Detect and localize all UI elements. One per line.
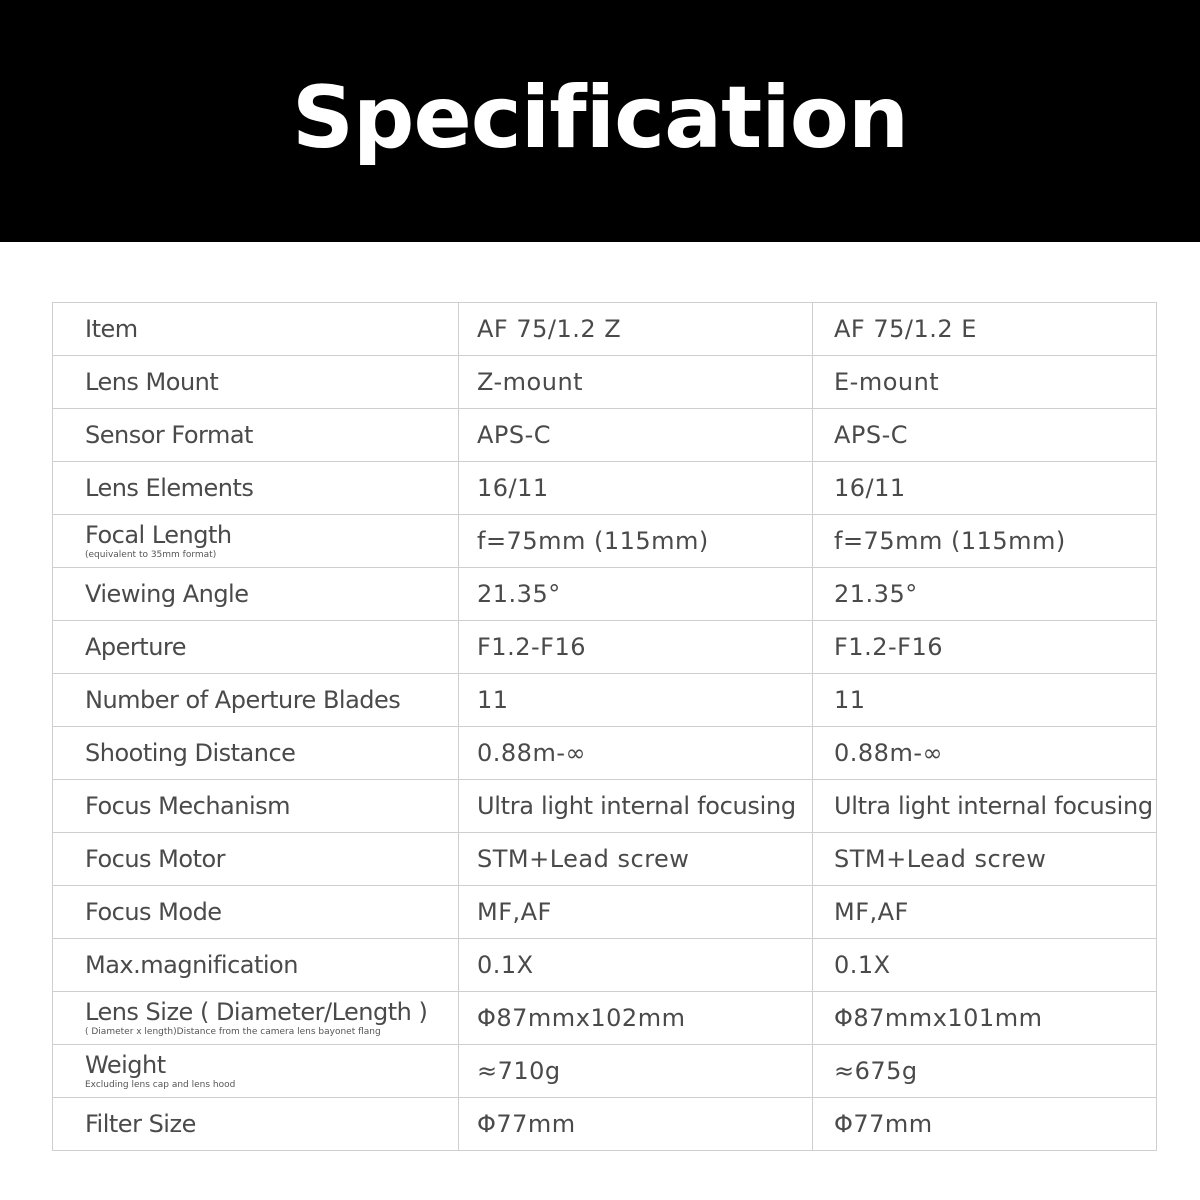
- z-model-value: MF,AF: [459, 886, 813, 939]
- spec-table: [52, 302, 1157, 1151]
- row-label-cell: [53, 462, 459, 515]
- row-label-cell: [53, 356, 459, 409]
- row-label: Focus Mechanism: [85, 792, 291, 820]
- z-model-value: 0.88m-∞: [459, 727, 813, 780]
- z-model-value: APS-C: [459, 409, 813, 462]
- table-row: [53, 515, 1157, 568]
- z-model-value: F1.2-F16: [459, 621, 813, 674]
- table-row: [53, 568, 1157, 621]
- e-model-value: AF 75/1.2 E: [813, 303, 1157, 356]
- e-model-value: Φ87mmx101mm: [813, 992, 1157, 1045]
- z-model-value: ≈710g: [459, 1045, 813, 1098]
- row-label: Lens Mount: [85, 368, 219, 396]
- table-row: [53, 462, 1157, 515]
- row-label-cell: [53, 939, 459, 992]
- row-label: Focus Mode: [85, 898, 222, 926]
- row-label-cell: [53, 727, 459, 780]
- row-label: Filter Size: [85, 1110, 196, 1138]
- z-model-value: 0.1X: [459, 939, 813, 992]
- z-model-value: Z-mount: [459, 356, 813, 409]
- z-model-value: STM+Lead screw: [459, 833, 813, 886]
- row-label: Aperture: [85, 633, 187, 661]
- table-row: [53, 674, 1157, 727]
- e-model-value: f=75mm (115mm): [813, 515, 1157, 568]
- table-row: [53, 939, 1157, 992]
- z-model-value: Φ77mm: [459, 1098, 813, 1151]
- table-row: [53, 409, 1157, 462]
- z-model-value: Φ87mmx102mm: [459, 992, 813, 1045]
- e-model-value: MF,AF: [813, 886, 1157, 939]
- row-label: Lens Size ( Diameter/Length ): [85, 997, 428, 1026]
- row-label-cell: [53, 515, 459, 568]
- table-row: [53, 992, 1157, 1045]
- row-note: ( Diameter x length)Distance from the camera lens bayonet flang: [85, 1026, 381, 1037]
- e-model-value: APS-C: [813, 409, 1157, 462]
- table-row: [53, 356, 1157, 409]
- row-label-cell: [53, 409, 459, 462]
- z-model-value: Ultra light internal focusing: [459, 780, 813, 833]
- row-note: Excluding lens cap and lens hood: [85, 1079, 236, 1090]
- e-model-value: 11: [813, 674, 1157, 727]
- row-label: Sensor Format: [85, 421, 253, 449]
- z-model-value: AF 75/1.2 Z: [459, 303, 813, 356]
- table-row: [53, 727, 1157, 780]
- row-label: Viewing Angle: [85, 580, 249, 608]
- e-model-value: 16/11: [813, 462, 1157, 515]
- e-model-value: 21.35°: [813, 568, 1157, 621]
- table-row: [53, 1098, 1157, 1151]
- table-row: [53, 833, 1157, 886]
- row-label-cell: [53, 621, 459, 674]
- e-model-value: Φ77mm: [813, 1098, 1157, 1151]
- table-row: [53, 1045, 1157, 1098]
- row-label-cell: [53, 568, 459, 621]
- z-model-value: 11: [459, 674, 813, 727]
- row-label: Lens Elements: [85, 474, 254, 502]
- e-model-value: 0.1X: [813, 939, 1157, 992]
- row-label-cell: [53, 674, 459, 727]
- table-row: [53, 621, 1157, 674]
- e-model-value: ≈675g: [813, 1045, 1157, 1098]
- row-label: Focal Length: [85, 520, 232, 549]
- row-label: Number of Aperture Blades: [85, 686, 401, 714]
- table-row: [53, 303, 1157, 356]
- e-model-value: STM+Lead screw: [813, 833, 1157, 886]
- page-title: Specification: [291, 68, 909, 168]
- row-label-cell: [53, 886, 459, 939]
- z-model-value: 21.35°: [459, 568, 813, 621]
- row-label: Weight: [85, 1050, 166, 1079]
- row-label: Focus Motor: [85, 845, 226, 873]
- e-model-value: 0.88m-∞: [813, 727, 1157, 780]
- z-model-value: f=75mm (115mm): [459, 515, 813, 568]
- e-model-value: F1.2-F16: [813, 621, 1157, 674]
- table-row: [53, 886, 1157, 939]
- row-label: Shooting Distance: [85, 739, 296, 767]
- e-model-value: E-mount: [813, 356, 1157, 409]
- z-model-value: 16/11: [459, 462, 813, 515]
- row-label-cell: [53, 992, 459, 1045]
- row-label-cell: [53, 303, 459, 356]
- e-model-value: Ultra light internal focusing: [813, 780, 1157, 833]
- row-label-cell: [53, 1098, 459, 1151]
- row-label-cell: [53, 833, 459, 886]
- row-note: (equivalent to 35mm format): [85, 549, 217, 560]
- header-banner: [0, 0, 1200, 242]
- row-label-cell: [53, 780, 459, 833]
- row-label: Item: [85, 315, 138, 343]
- table-row: [53, 780, 1157, 833]
- row-label-cell: [53, 1045, 459, 1098]
- row-label: Max.magnification: [85, 951, 298, 979]
- spec-table-body: [53, 303, 1157, 1151]
